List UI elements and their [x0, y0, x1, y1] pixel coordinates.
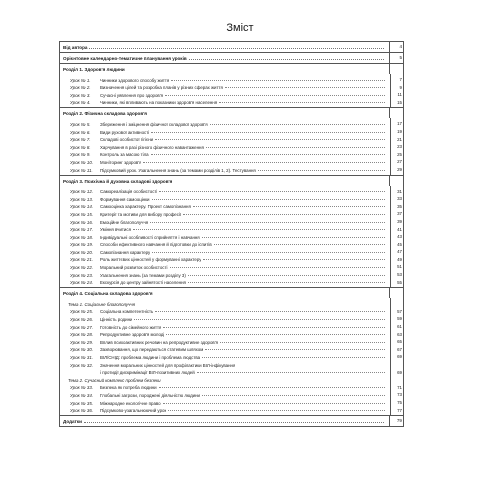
- dot-leader: [170, 267, 386, 268]
- theme-title: Тема 2. Сучасний комплекс проблем безпеки: [68, 377, 161, 383]
- lesson-number: Урок № 6.: [70, 129, 91, 135]
- lesson-number: Урок № 26.: [70, 317, 94, 323]
- page-number-empty: [391, 299, 403, 307]
- lesson-list: [60, 186, 390, 288]
- lesson-title: Збереження і зміцнення фізичної складової здоров'я: [100, 121, 208, 127]
- lesson-title: Захворювання, що передаються статевим шляхом: [100, 347, 204, 353]
- section-heading-row: [60, 288, 403, 298]
- lesson-entry: [60, 202, 390, 210]
- lesson-entry: [60, 150, 390, 158]
- lesson-entry: [60, 127, 390, 135]
- page-number: 69: [397, 369, 402, 375]
- page-number: 9: [399, 84, 402, 90]
- lesson-entry: [60, 368, 390, 376]
- page-number: 27: [397, 159, 402, 165]
- lesson-entry: [60, 255, 390, 263]
- lesson-number: Урок № 21.: [70, 257, 94, 263]
- dot-leader: [188, 282, 385, 283]
- lesson-number: Урок № 20.: [70, 249, 94, 255]
- dot-leader: [143, 162, 385, 163]
- dot-leader: [166, 334, 385, 335]
- lesson-number: Урок № 36.: [70, 408, 94, 414]
- lesson-entry: [60, 330, 390, 338]
- lesson-entry: [60, 398, 390, 406]
- page-number-empty: [389, 288, 403, 298]
- lesson-number: Урок № 9.: [70, 152, 91, 158]
- lesson-title: Складові особистої гігієни: [100, 137, 154, 143]
- lesson-title: Підсумково-узагальнюючий урок: [100, 408, 167, 414]
- lesson-entry: [60, 90, 390, 98]
- page-number: 23: [397, 144, 402, 150]
- lesson-title: Формування самооцінки: [100, 196, 150, 202]
- page-number: 43: [397, 234, 402, 240]
- lesson-list: [60, 298, 390, 415]
- lesson-title: Харчування в разі різного фізичного навантаження: [100, 144, 204, 150]
- page-number: 39: [397, 218, 402, 224]
- lesson-number: Урок № 32.: [70, 362, 94, 368]
- dot-leader: [193, 206, 385, 207]
- page-number: 71: [397, 384, 402, 390]
- lesson-entry: [60, 360, 390, 368]
- lesson-number: Урок № 18.: [70, 234, 94, 240]
- lesson-number: Урок № 30.: [70, 347, 94, 353]
- lesson-entry: [60, 217, 390, 225]
- page-number: 21: [397, 136, 402, 142]
- lesson-entry: [60, 322, 390, 330]
- page-number: 25: [397, 151, 402, 157]
- dot-leader: [151, 154, 385, 155]
- dot-leader: [152, 252, 385, 253]
- dot-leader: [197, 372, 385, 373]
- page-number: 65: [397, 339, 402, 345]
- lesson-number: Урок № 25.: [70, 309, 94, 315]
- toc-row: [60, 52, 403, 63]
- lesson-title: Сучасні уявлення про здоров'я: [100, 92, 163, 98]
- lesson-number: Урок № 2.: [70, 85, 91, 91]
- lesson-number: Урок № 1.: [70, 77, 91, 83]
- lesson-entry: [60, 278, 390, 286]
- lesson-entry: [60, 247, 390, 255]
- lesson-number: Урок № 23.: [70, 272, 94, 278]
- page-number: 37: [397, 211, 402, 217]
- lesson-number: Урок № 11.: [70, 167, 93, 173]
- section-heading: Розділ 4. Соціальна складова здоров'я: [63, 291, 153, 297]
- lesson-entry: [60, 157, 390, 165]
- page-number: 41: [397, 226, 402, 232]
- lesson-entry: [60, 187, 390, 195]
- toc-entry-label: Орієнтовне календарно-тематичне планування уроків: [63, 56, 187, 61]
- toc-section: [60, 287, 403, 415]
- toc-entry-label: Від автора: [63, 45, 88, 50]
- page-column: [390, 186, 403, 288]
- lesson-entry: [60, 225, 390, 233]
- lesson-title: Самооцінка характеру. Проект самопізнання: [100, 204, 191, 210]
- lesson-title: Моральний розвиток особистості: [100, 265, 168, 271]
- lesson-title: Глобальні загрози, породжені діяльністю людини: [100, 392, 201, 398]
- page-number: 55: [397, 279, 402, 285]
- section-heading-row: [60, 108, 403, 118]
- lesson-number: Урок № 33.: [70, 385, 94, 391]
- dot-leader: [203, 259, 385, 260]
- lesson-title: Чинники здорового способу життя: [100, 77, 170, 83]
- lesson-title: Репродуктивне здоров'я молоді: [100, 332, 165, 338]
- dot-leader: [133, 229, 385, 230]
- lesson-number: Урок № 4.: [70, 100, 91, 106]
- lesson-title: Готовність до сімейного життя: [100, 324, 162, 330]
- section-body: [60, 298, 403, 415]
- lesson-title: Види рухової активності: [100, 129, 150, 135]
- dot-leader: [151, 132, 385, 133]
- page-number: 31: [397, 188, 402, 194]
- lesson-number: Урок № 3.: [70, 92, 91, 98]
- lesson-entry: [60, 119, 390, 127]
- lesson-number: Урок № 12.: [70, 189, 94, 195]
- lesson-entry: [60, 314, 390, 322]
- toc-entry-label: Додатки: [63, 419, 82, 425]
- lesson-title: Контроль за масою тіла: [100, 152, 149, 158]
- lesson-number: Урок № 31.: [70, 355, 94, 360]
- lesson-title: Способи ефективного навчання й підготовки до іспитів: [100, 242, 212, 248]
- dot-leader: [152, 199, 386, 200]
- lesson-number: Урок № 15.: [70, 211, 94, 217]
- dot-leader: [258, 170, 385, 171]
- page-number-empty: [389, 64, 403, 74]
- dot-leader: [214, 244, 385, 245]
- dot-leader: [210, 124, 385, 125]
- toc-section: [60, 107, 403, 174]
- dot-leader: [155, 139, 385, 140]
- lesson-number: Урок № 35.: [70, 400, 94, 406]
- toc-entry: [60, 53, 389, 63]
- table-of-contents: [59, 41, 404, 427]
- lesson-number: Урок № 7.: [70, 137, 91, 143]
- dot-leader: [89, 48, 384, 49]
- toc-section: [60, 63, 403, 107]
- lesson-title: Самопізнання характеру: [100, 249, 151, 255]
- page-title: Зміст: [226, 22, 254, 34]
- dot-leader: [202, 395, 385, 396]
- lesson-title: Емоційне благополуччя: [100, 219, 149, 225]
- page-number: 61: [397, 324, 402, 330]
- page-column: [390, 74, 403, 107]
- toc-entry: [60, 416, 389, 426]
- page-number: 51: [397, 264, 402, 270]
- lesson-number: Урок № 34.: [70, 392, 94, 398]
- page-number: 45: [397, 241, 402, 247]
- lesson-title: Безпека як потреба людини: [100, 385, 157, 391]
- lesson-title: Значення моральних цінностей для профілактики ВІЛ-інфікування: [100, 362, 236, 368]
- lesson-title: Екскурсія до центру зайнятості населення: [100, 280, 186, 286]
- lesson-entry: [60, 194, 390, 202]
- dot-leader: [171, 80, 385, 81]
- lesson-number: Урок № 13.: [70, 196, 94, 202]
- lesson-number: Урок № 24.: [70, 280, 94, 286]
- toc-row: [60, 415, 403, 426]
- dot-leader: [225, 87, 385, 88]
- lesson-title: Міжнародне екологічне право: [100, 400, 161, 406]
- lesson-title: Самореалізація особистості: [100, 189, 158, 195]
- lesson-title: Соціальна компетентність: [100, 309, 154, 315]
- section-body: [60, 118, 403, 174]
- page-number: 69: [397, 354, 402, 360]
- lesson-entry: [60, 390, 390, 398]
- dot-leader: [202, 237, 385, 238]
- dot-leader: [168, 410, 385, 411]
- lesson-number: Урок № 19.: [70, 242, 94, 248]
- section-heading: Розділ 2. Фізична складова здоров'я: [63, 111, 147, 117]
- lesson-entry: [60, 135, 390, 143]
- section-heading: Розділ 1. Здоров'я людини: [63, 67, 125, 72]
- page-number: 17: [397, 121, 402, 127]
- page-column: [390, 298, 403, 415]
- page-number: 7: [399, 77, 402, 82]
- section-heading-row: [60, 64, 403, 74]
- lesson-title: Моніторинг здоров'я: [100, 159, 142, 165]
- section-body: [60, 74, 403, 107]
- dot-leader: [159, 191, 385, 192]
- lesson-number: Урок № 17.: [70, 227, 94, 233]
- lesson-entry: [60, 406, 390, 414]
- lesson-title: ВІЛ/СНІД: проблема людини і проблема людства: [100, 355, 201, 360]
- dot-leader: [155, 311, 385, 312]
- page-number: 19: [397, 128, 402, 134]
- lesson-entry: [60, 165, 390, 173]
- lesson-number: Урок № 28.: [70, 332, 94, 338]
- lesson-entry: [60, 75, 390, 83]
- dot-leader: [163, 327, 385, 328]
- dot-leader: [202, 357, 385, 358]
- page-number-empty: [389, 176, 403, 186]
- lesson-title: і протидії дискримінації ВІЛ-позитивних людей: [100, 370, 195, 376]
- dot-leader: [163, 403, 385, 404]
- lesson-number: Урок № 16.: [70, 219, 94, 225]
- lesson-entry: [60, 262, 390, 270]
- lesson-title: Критерії та мотиви для вибору професії: [100, 211, 182, 217]
- lesson-entry: [60, 270, 390, 278]
- lesson-number: Урок № 22.: [70, 265, 94, 271]
- theme-title: Тема 1. Соціальне благополуччя: [68, 301, 135, 307]
- lesson-title: Вплив психоактивних речовин на репродуктивне здоров'я: [100, 339, 218, 345]
- lesson-title: Підсумковий урок. Узагальнення знань (за темами розділів 1, 2). Тестування: [100, 167, 256, 173]
- page-number: 77: [397, 407, 402, 413]
- lesson-number: Урок № 14.: [70, 204, 94, 210]
- dot-leader: [159, 387, 385, 388]
- lesson-entry: [60, 240, 390, 248]
- dot-leader: [205, 349, 385, 350]
- dot-leader: [150, 222, 385, 223]
- toc-row: [60, 42, 403, 52]
- lesson-title: Чинники, які впливають на показники здоров'я населення: [100, 100, 218, 106]
- lesson-title: Індивідуальні особливості сприйняття і навчання: [100, 234, 200, 240]
- page-number: 33: [397, 196, 402, 202]
- page-number: 29: [397, 166, 402, 172]
- dot-leader: [206, 147, 385, 148]
- lesson-list: [60, 74, 390, 107]
- page-number: 75: [397, 399, 402, 405]
- page-number: 35: [397, 203, 402, 209]
- page-number: 67: [397, 346, 402, 352]
- section-body: [60, 186, 403, 288]
- dot-leader: [183, 214, 385, 215]
- lesson-title: Визначення цілей та розробка планів у різних сферах життя: [100, 85, 223, 91]
- page-number: 59: [397, 316, 402, 322]
- lesson-entry: [60, 232, 390, 240]
- lesson-entry: [60, 352, 390, 360]
- lesson-entry: [60, 307, 390, 315]
- section-heading: Розділ 3. Психічна й духовна складові здоров'я: [63, 178, 173, 184]
- page-number: 79: [389, 416, 403, 426]
- page-number: 57: [397, 308, 402, 314]
- dot-leader: [134, 319, 385, 320]
- page-number: 73: [397, 392, 402, 398]
- dot-leader: [189, 59, 384, 60]
- page-number: 15: [397, 99, 402, 105]
- lesson-entry: [60, 383, 390, 391]
- section-heading-row: [60, 176, 403, 186]
- lesson-list: [60, 118, 390, 174]
- page-number: 49: [397, 256, 402, 262]
- lesson-title: Цінність родини: [100, 317, 133, 323]
- lesson-entry: [60, 345, 390, 353]
- dot-leader: [220, 342, 385, 343]
- page-number-empty: [391, 375, 403, 383]
- page-number: 4: [389, 42, 403, 52]
- dot-leader: [165, 95, 385, 96]
- lesson-title: Узагальнення знань (за темами розділу 3): [100, 272, 186, 278]
- lesson-number: Урок № 27.: [70, 324, 94, 330]
- page-number: 63: [397, 331, 402, 337]
- lesson-number: Урок № 29.: [70, 339, 94, 345]
- lesson-number: Урок № 8.: [70, 144, 91, 150]
- page-number: [391, 360, 403, 368]
- lesson-entry: [60, 337, 390, 345]
- dot-leader: [84, 422, 384, 423]
- page-number: 5: [389, 53, 403, 63]
- lesson-entry: [60, 83, 390, 91]
- toc-entry: [60, 42, 389, 52]
- lesson-entry: [60, 98, 390, 106]
- lesson-title: Уміння вчитися: [100, 227, 131, 233]
- page-number: 11: [397, 92, 402, 98]
- page-number: 47: [397, 249, 402, 255]
- lesson-number: Урок № 10.: [70, 159, 94, 165]
- dot-leader: [219, 102, 385, 103]
- page-number-empty: [389, 108, 403, 118]
- lesson-number: Урок № 5.: [70, 121, 91, 127]
- page-column: [390, 118, 403, 174]
- lesson-entry: [60, 142, 390, 150]
- toc-section: [60, 175, 403, 288]
- lesson-entry: [60, 209, 390, 217]
- page-number: 53: [397, 272, 402, 278]
- lesson-title: Роль життєвих цінностей у формуванні характеру: [100, 257, 202, 263]
- dot-leader: [188, 275, 385, 276]
